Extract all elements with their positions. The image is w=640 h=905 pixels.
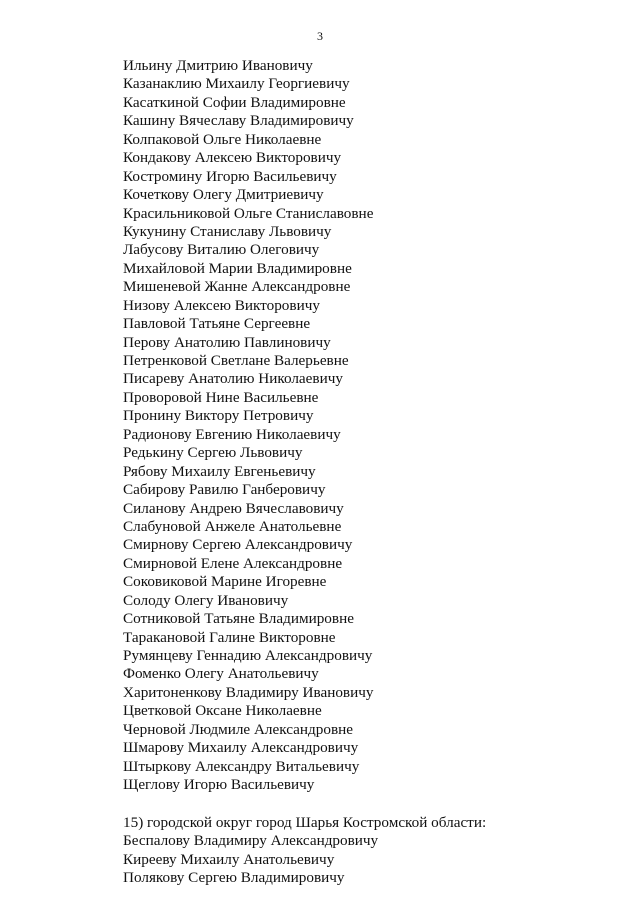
list-item: Солоду Олегу Ивановичу bbox=[123, 591, 289, 609]
list-item: Костромину Игорю Васильевичу bbox=[123, 167, 337, 185]
list-item: Проворовой Нине Васильевне bbox=[123, 388, 319, 406]
list-item: Редькину Сергею Львовичу bbox=[123, 444, 303, 462]
list-item: Черновой Людмиле Александровне bbox=[123, 720, 354, 738]
list-item: Мишеневой Жанне Александровне bbox=[123, 278, 351, 296]
list-item: Писареву Анатолию Николаевичу bbox=[123, 370, 343, 388]
list-item: Красильниковой Ольге Станиславовне bbox=[123, 204, 374, 222]
list-item: Кукунину Станиславу Львовичу bbox=[123, 222, 332, 240]
list-item: Цветковой Оксане Николаевне bbox=[123, 702, 322, 720]
list-item: Павловой Татьяне Сергеевне bbox=[123, 315, 311, 333]
list-item: Слабуновой Анжеле Анатольевне bbox=[123, 517, 342, 535]
list-item: Румянцеву Геннадию Александровичу bbox=[123, 647, 373, 664]
list-item: Силанову Андрею Вячеславовичу bbox=[123, 499, 344, 517]
list-item: Касаткиной Софии Владимировне bbox=[123, 93, 346, 111]
list-item: Лабусову Виталию Олеговичу bbox=[123, 241, 320, 259]
list-item: Ильину Дмитрию Ивановичу bbox=[123, 57, 313, 74]
list-item: Низову Алексею Викторовичу bbox=[123, 296, 320, 314]
names-list bbox=[123, 57, 373, 795]
list-item: Штыркову Александру Витальевичу bbox=[123, 757, 360, 775]
list-item: Пронину Виктору Петровичу bbox=[123, 407, 314, 425]
list-item: Сотниковой Татьяне Владимировне bbox=[123, 610, 354, 628]
list-item: Петренковой Светлане Валерьевне bbox=[123, 352, 349, 369]
list-item: Сабирову Равилю Ганберовичу bbox=[123, 481, 326, 499]
list-item: Таракановой Галине Викторовне bbox=[123, 628, 336, 646]
page-number: 3 bbox=[317, 29, 323, 43]
section-heading: 15) городской округ город Шарья Костромской области: bbox=[123, 814, 487, 831]
list-item: Кондакову Алексею Викторовичу bbox=[123, 149, 342, 167]
list-item: Соковиковой Марине Игоревне bbox=[123, 573, 327, 591]
list-item: Михайловой Марии Владимировне bbox=[123, 259, 352, 277]
list-item: Шмарову Михаилу Александровичу bbox=[123, 739, 359, 757]
list-item: Кашину Вячеславу Владимировичу bbox=[123, 112, 354, 130]
list-item: Смирнову Сергею Александровичу bbox=[123, 536, 353, 554]
list-item: Рябову Михаилу Евгеньевичу bbox=[123, 462, 316, 480]
list-item: Полякову Сергею Владимировичу bbox=[123, 869, 345, 887]
list-item: Радионову Евгению Николаевичу bbox=[123, 425, 341, 443]
list-item: Кочеткову Олегу Дмитриевичу bbox=[123, 186, 324, 204]
list-item: Смирновой Елене Александровне bbox=[123, 554, 343, 572]
section-names-list bbox=[123, 832, 486, 887]
list-item: Кирееву Михаилу Анатольевичу bbox=[123, 850, 335, 868]
list-item: Казанаклию Михаилу Георгиевичу bbox=[123, 75, 350, 93]
list-item: Беспалову Владимиру Александровичу bbox=[123, 832, 379, 850]
list-item: Фоменко Олегу Анатольевичу bbox=[123, 665, 319, 683]
district-section bbox=[123, 814, 486, 888]
list-item: Харитоненкову Владимиру Ивановичу bbox=[123, 683, 374, 701]
list-item: Щеглову Игорю Васильевичу bbox=[123, 776, 315, 794]
list-item: Перову Анатолию Павлиновичу bbox=[123, 333, 331, 351]
list-item: Колпаковой Ольге Николаевне bbox=[123, 130, 322, 148]
